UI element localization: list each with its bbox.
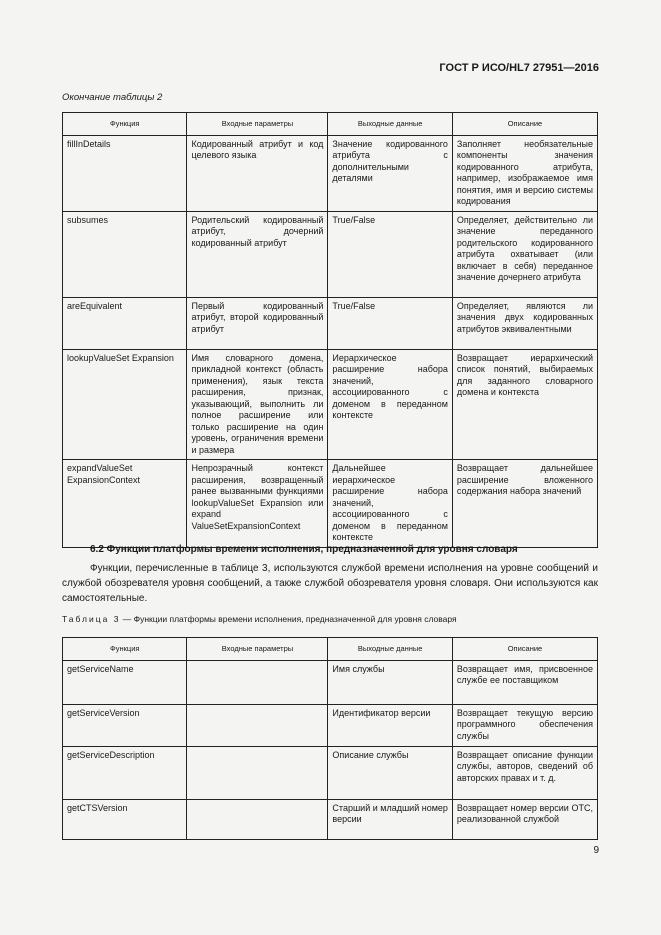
header-function: Функция — [63, 113, 187, 136]
section-paragraph: Функции, перечисленные в таблице 3, используются службой времени исполнения на уровне сообщений и службой обозревателя уровня сообщений, а также службой обозревателя уровня словаря. Они используются как самостоятельные. — [62, 563, 598, 604]
standard-designation: ГОСТ Р ИСО/HL7 27951—2016 — [439, 62, 599, 74]
cell-description: Определяет, являются ли значения двух кодированных атрибутов эквивалентными — [452, 297, 597, 349]
cell-function: getServiceVersion — [63, 704, 187, 746]
cell-outputs: Старший и младший номер версии — [328, 799, 452, 839]
table-header-row — [63, 113, 598, 136]
section-heading: 6.2 Функции платформы времени исполнения, предназначенной для уровня словаря — [90, 544, 518, 555]
cell-description: Возвращает дальнейшее расширение вложенного содержания набора значений — [452, 460, 597, 548]
table-3-title: — Функции платформы времени исполнения, предназначенной для уровня словаря — [120, 614, 457, 624]
cell-function: getServiceDescription — [63, 746, 187, 799]
cell-inputs — [187, 660, 328, 704]
cell-outputs: True/False — [328, 211, 452, 297]
cell-description: Определяет, действительно ли значение переданного родительского кодированного атрибута охватывает (или включает в себя) переданное значение дочернего атрибута — [452, 211, 597, 297]
cell-inputs: Первый кодированный атрибут, второй кодированный атрибут — [187, 297, 328, 349]
cell-description: Возвращает имя, присвоенное службе ее поставщиком — [452, 660, 597, 704]
table-2 — [62, 112, 598, 548]
table-row — [63, 799, 598, 839]
table-row — [63, 746, 598, 799]
header-description: Описание — [452, 113, 597, 136]
cell-inputs — [187, 799, 328, 839]
header-inputs: Входные параметры — [187, 638, 328, 661]
header-function: Функция — [63, 638, 187, 661]
cell-function: areEquivalent — [63, 297, 187, 349]
table-header-row — [63, 638, 598, 661]
cell-inputs — [187, 746, 328, 799]
table-row — [63, 135, 598, 211]
table-row — [63, 460, 598, 548]
cell-outputs: True/False — [328, 297, 452, 349]
cell-description: Возвращает текущую версию программного обеспечения службы — [452, 704, 597, 746]
cell-outputs: Иерархическое расширение набора значений, ассоциированного с доменом в переданном контексте — [328, 349, 452, 460]
cell-description: Возвращает описание функции службы, авторов, сведений об авторских правах и т. д. — [452, 746, 597, 799]
cell-inputs: Кодированный атрибут и код целевого языка — [187, 135, 328, 211]
cell-outputs: Дальнейшее иерархическое расширение набора значений, ассоциированного с доменом в переданном контексте — [328, 460, 452, 548]
header-outputs: Выходные данные — [328, 638, 452, 661]
table-3-caption — [62, 614, 457, 624]
header-description: Описание — [452, 638, 597, 661]
cell-outputs: Значение кодированного атрибута с дополнительными деталями — [328, 135, 452, 211]
cell-function: lookupValueSet Expansion — [63, 349, 187, 460]
table-row — [63, 211, 598, 297]
cell-function: getCTSVersion — [63, 799, 187, 839]
header-inputs: Входные параметры — [187, 113, 328, 136]
cell-inputs — [187, 704, 328, 746]
cell-outputs: Описание службы — [328, 746, 452, 799]
cell-inputs: Непрозрачный контекст расширения, возвращенный ранее вызванными функциями lookupValueSet Expansion или expand ValueSetExpansionContext — [187, 460, 328, 548]
table-continuation-caption: Окончание таблицы 2 — [62, 92, 163, 103]
table-row — [63, 297, 598, 349]
cell-description: Заполняет необязательные компоненты значения кодированного атрибута, например, изображаемое имя понятия, имя и версию системы кодирования — [452, 135, 597, 211]
cell-function: fillInDetails — [63, 135, 187, 211]
cell-description: Возвращает номер версии ОТС, реализованной службой — [452, 799, 597, 839]
header-outputs: Выходные данные — [328, 113, 452, 136]
cell-function: getServiceName — [63, 660, 187, 704]
cell-function: subsumes — [63, 211, 187, 297]
cell-inputs: Родительский кодированный атрибут, дочерний кодированный атрибут — [187, 211, 328, 297]
page-number: 9 — [593, 845, 599, 856]
table-row — [63, 349, 598, 460]
table-row — [63, 704, 598, 746]
cell-description: Возвращает иерархический список понятий, выбираемых для заданного словарного домена и контекста — [452, 349, 597, 460]
cell-function: expandValueSet ExpansionContext — [63, 460, 187, 548]
table-3-label: Таблица 3 — [62, 614, 121, 624]
table-3 — [62, 637, 598, 840]
table-row — [63, 660, 598, 704]
cell-outputs: Идентификатор версии — [328, 704, 452, 746]
cell-inputs: Имя словарного домена, прикладной контекст (область применения), язык текста расширения, признак, указывающий, выполнить ли полное расширение или только расширение на один уровень, ограничения времени и размера — [187, 349, 328, 460]
cell-outputs: Имя службы — [328, 660, 452, 704]
